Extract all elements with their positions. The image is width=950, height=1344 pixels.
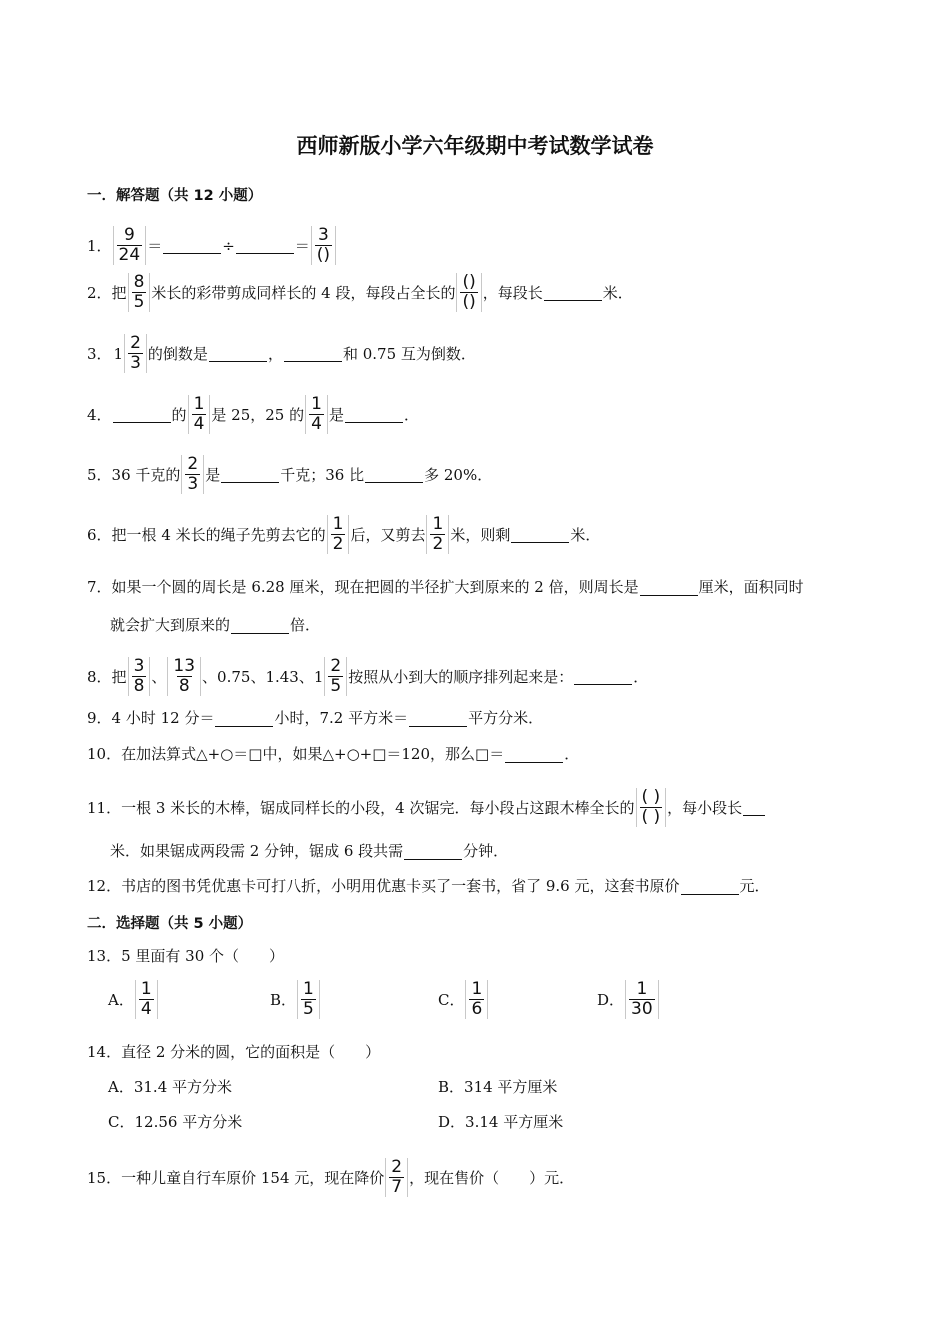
question-text: 千克；36 比 xyxy=(280,465,365,484)
question-text: 和 0.75 互为倒数． xyxy=(342,344,476,363)
question-text: 是 xyxy=(205,465,221,484)
question-number: 12． xyxy=(87,877,122,895)
question-text: 元． xyxy=(739,877,770,895)
fraction: $\frac{3}{()}$ xyxy=(311,226,336,265)
question-number: 9． xyxy=(87,709,112,727)
fraction: $\frac{1}{5}$ xyxy=(297,980,320,1019)
option-label: D． xyxy=(438,1113,466,1131)
question-8 xyxy=(87,657,648,696)
question-15 xyxy=(87,1158,574,1197)
question-text: 按照从小到大的顺序排列起来是： xyxy=(348,667,574,686)
option-a[interactable] xyxy=(108,1076,232,1097)
question-text: 在加法算式△+○＝□中，如果△+○+□＝120，那么□＝ xyxy=(121,745,505,763)
question-text: 分钟． xyxy=(463,842,509,860)
answer-blank[interactable] xyxy=(681,878,739,895)
question-text: 米长的彩带剪成同样长的 4 段，每段占全长的 xyxy=(151,283,456,302)
fraction-blank[interactable]: $\frac{( )}{( )}$ xyxy=(636,788,667,827)
answer-blank[interactable] xyxy=(640,579,698,596)
answer-blank[interactable] xyxy=(743,799,765,816)
option-text: 3.14 平方厘米 xyxy=(465,1113,564,1131)
option-label: A． xyxy=(108,991,134,1009)
option-label: B． xyxy=(438,1078,465,1096)
question-7-continued xyxy=(110,613,320,637)
question-text: 米． xyxy=(602,283,633,302)
question-13 xyxy=(87,944,284,968)
question-number: 5． xyxy=(87,465,112,484)
question-12 xyxy=(87,874,770,898)
question-number: 2． xyxy=(87,283,112,302)
answer-blank[interactable] xyxy=(231,617,289,634)
fraction: $\frac{3}{8}$ xyxy=(128,657,151,696)
question-11-continued xyxy=(110,839,508,863)
question-text: 书店的图书凭优惠卡可打八折，小明用优惠卡买了一套书，省了 9.6 元，这套书原价 xyxy=(121,877,680,895)
option-c[interactable] xyxy=(108,1111,242,1132)
fraction-blank[interactable]: $\frac{()}{()}$ xyxy=(456,273,481,312)
answer-blank[interactable] xyxy=(113,406,171,423)
option-label: C． xyxy=(108,1113,135,1131)
answer-blank[interactable] xyxy=(221,466,279,483)
answer-blank[interactable] xyxy=(215,710,273,727)
answer-blank[interactable] xyxy=(209,345,267,362)
question-6 xyxy=(87,515,600,554)
section-heading-choice: 二．选择题（共 5 小题） xyxy=(87,916,253,932)
answer-blank[interactable] xyxy=(284,345,342,362)
mixed-number-whole: 1 xyxy=(313,667,324,686)
question-4 xyxy=(87,395,419,434)
answer-blank[interactable] xyxy=(163,237,221,254)
question-text: 4 小时 12 分＝ xyxy=(111,709,215,727)
option-label: B． xyxy=(270,991,297,1009)
question-text: 后，又剪去 xyxy=(350,525,426,544)
question-text: ． xyxy=(564,745,580,763)
question-10 xyxy=(87,742,579,766)
question-3 xyxy=(87,334,476,373)
fraction: $\frac{1}{6}$ xyxy=(465,980,488,1019)
option-label: A． xyxy=(108,1078,134,1096)
question-text: 把 xyxy=(111,667,127,686)
question-text: ， xyxy=(267,344,283,363)
question-number: 1． xyxy=(87,236,112,255)
fraction: $\frac{8}{5}$ xyxy=(128,273,151,312)
option-c[interactable] xyxy=(438,980,489,1019)
question-5 xyxy=(87,455,492,494)
question-text: ，现在售价（ ）元． xyxy=(409,1168,575,1187)
equals-sign: ＝ xyxy=(294,236,310,255)
fraction: $\frac{9}{24}$ xyxy=(113,226,147,265)
question-14 xyxy=(87,1040,380,1064)
question-1 xyxy=(87,226,337,265)
option-d[interactable] xyxy=(597,980,660,1019)
question-text: 36 千克的 xyxy=(111,465,181,484)
question-11 xyxy=(87,788,766,827)
question-text: 把一根 4 米长的绳子先剪去它的 xyxy=(111,525,326,544)
fraction: $\frac{2}{3}$ xyxy=(124,334,147,373)
option-text: 31.4 平方分米 xyxy=(133,1078,233,1096)
question-number: 4． xyxy=(87,405,112,424)
question-text: 米． xyxy=(570,525,601,544)
mixed-number-whole: 1 xyxy=(113,344,124,363)
fraction: $\frac{1}{2}$ xyxy=(426,515,449,554)
question-number: 10． xyxy=(87,745,122,763)
answer-blank[interactable] xyxy=(345,406,403,423)
option-text: 12.56 平方分米 xyxy=(134,1113,243,1131)
equals-sign: ＝ xyxy=(147,236,163,255)
option-a[interactable] xyxy=(108,980,159,1019)
question-number: 13． xyxy=(87,947,122,965)
answer-blank[interactable] xyxy=(511,526,569,543)
option-text: 314 平方厘米 xyxy=(464,1078,558,1096)
answer-blank[interactable] xyxy=(409,710,467,727)
question-text: 厘米，面积同时 xyxy=(698,578,804,596)
question-text: 是 xyxy=(328,405,344,424)
question-text: 米，则剩 xyxy=(450,525,511,544)
question-number: 8． xyxy=(87,667,112,686)
question-text: ，每段长 xyxy=(482,283,543,302)
question-number: 6． xyxy=(87,525,112,544)
question-text: ． xyxy=(403,405,419,424)
question-9 xyxy=(87,706,543,730)
question-text: 如果一个圆的周长是 6.28 厘米，现在把圆的半径扩大到原来的 2 倍，则周长是 xyxy=(111,578,639,596)
answer-blank[interactable] xyxy=(404,843,462,860)
answer-blank[interactable] xyxy=(544,284,602,301)
question-text: 、0.75、1.43、 xyxy=(202,667,314,686)
section-heading-answer: 一．解答题（共 12 小题） xyxy=(87,188,263,204)
option-label: C． xyxy=(438,991,465,1009)
fraction: $\frac{2}{5}$ xyxy=(324,657,347,696)
separator: 、 xyxy=(151,667,167,686)
answer-blank[interactable] xyxy=(574,668,632,685)
question-text: 小时，7.2 平方米＝ xyxy=(274,709,409,727)
question-text: 一根 3 米长的木棒，锯成同样长的小段，4 次锯完．每小段占这跟木棒全长的 xyxy=(121,798,635,817)
question-text: ，每小段长 xyxy=(667,798,743,817)
fraction: $\frac{1}{4}$ xyxy=(135,980,158,1019)
divide-sign: ÷ xyxy=(222,236,235,255)
question-number: 11． xyxy=(87,798,122,817)
question-text: 米．如果锯成两段需 2 分钟，锯成 6 段共需 xyxy=(110,842,404,860)
question-number: 15． xyxy=(87,1168,122,1187)
question-text: 5 里面有 30 个（ ） xyxy=(121,947,285,965)
fraction: $\frac{1}{30}$ xyxy=(625,980,659,1019)
question-text: 的倒数是 xyxy=(147,344,208,363)
question-7 xyxy=(87,575,804,599)
question-text: 是 25，25 的 xyxy=(211,405,305,424)
answer-blank[interactable] xyxy=(365,466,423,483)
question-number: 3． xyxy=(87,344,112,363)
question-text: 一种儿童自行车原价 154 元，现在降价 xyxy=(121,1168,385,1187)
answer-blank[interactable] xyxy=(505,746,563,763)
fraction: $\frac{2}{3}$ xyxy=(181,455,204,494)
question-text: 把 xyxy=(111,283,127,302)
answer-blank[interactable] xyxy=(236,237,294,254)
question-number: 14． xyxy=(87,1043,122,1061)
option-b[interactable] xyxy=(270,980,321,1019)
question-text: ． xyxy=(633,667,649,686)
question-text: 就会扩大到原来的 xyxy=(110,616,231,634)
question-text: 多 20%． xyxy=(424,465,493,484)
question-number: 7． xyxy=(87,578,112,596)
fraction: $\frac{1}{2}$ xyxy=(327,515,350,554)
fraction: $\frac{2}{7}$ xyxy=(385,1158,408,1197)
fraction: $\frac{1}{4}$ xyxy=(305,395,328,434)
fraction: $\frac{13}{8}$ xyxy=(167,657,201,696)
question-text: 的 xyxy=(171,405,187,424)
question-text: 平方分米． xyxy=(468,709,544,727)
question-text: 倍． xyxy=(290,616,321,634)
option-b[interactable] xyxy=(438,1076,557,1097)
fraction: $\frac{1}{4}$ xyxy=(188,395,211,434)
option-d[interactable] xyxy=(438,1111,563,1132)
question-text: 直径 2 分米的圆，它的面积是（ ） xyxy=(121,1043,381,1061)
option-label: D． xyxy=(597,991,625,1009)
page-title: 西师新版小学六年级期中考试数学试卷 xyxy=(296,134,654,158)
question-2 xyxy=(87,273,633,312)
